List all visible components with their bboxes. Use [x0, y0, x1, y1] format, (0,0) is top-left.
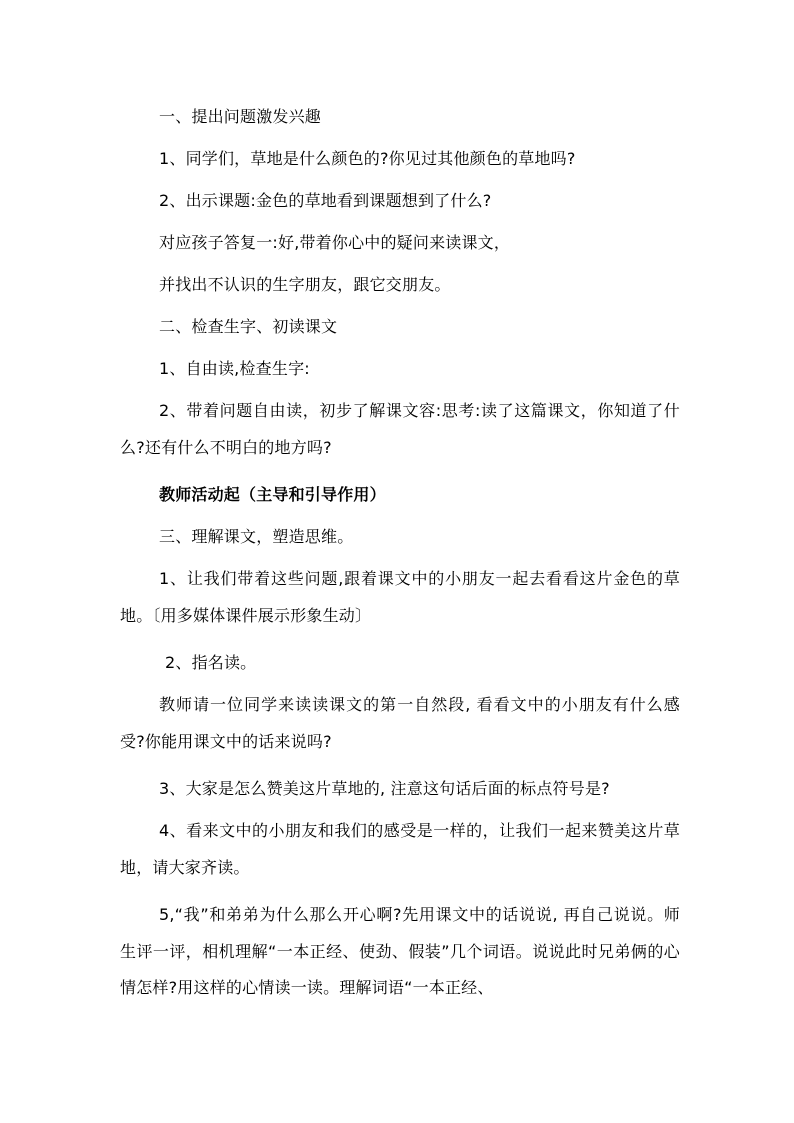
paragraph: 3、大家是怎么赞美这片草地的, 注意这句话后面的标点符号是?	[159, 779, 610, 798]
paragraph: 并找出不认识的生字朋友，跟它交朋友。	[159, 275, 451, 294]
paragraph: 1、自由读,检查生字:	[159, 359, 310, 378]
section-heading-2: 二、检查生字、初读课文	[159, 317, 338, 336]
bold-heading: 教师活动起（主导和引导作用）	[159, 485, 386, 504]
paragraph: 2、指名读。	[165, 653, 257, 672]
paragraph: 1、让我们带着这些问题,跟着课文中的小朋友一起去看看这片金色的草地。〔用多媒体课件展示形象生动〕	[120, 569, 680, 625]
paragraph: 教师请一位同学来读读课文的第一自然段, 看看文中的小朋友有什么感受?你能用课文中的话来说吗?	[120, 695, 680, 751]
paragraph: 2、带着问题自由读，初步了解课文容:思考:读了这篇课文，你知道了什么?还有什么不明白的地方吗?	[120, 401, 680, 457]
paragraph: 4、看来文中的小朋友和我们的感受是一样的，让我们一起来赞美这片草地，请大家齐读。	[120, 821, 680, 877]
paragraph: 1、同学们，草地是什么颜色的?你见过其他颜色的草地吗?	[159, 149, 576, 168]
paragraph: 对应孩子答复一:好,带着你心中的疑问来读课文，	[159, 233, 511, 252]
paragraph: 2、出示课题:金色的草地看到课题想到了什么?	[159, 191, 492, 210]
section-heading-1: 一、提出问题激发兴趣	[159, 107, 322, 126]
section-heading-3: 三、理解课文，塑造思维。	[159, 527, 354, 546]
paragraph: 5,“我”和弟弟为什么那么开心啊?先用课文中的话说说, 再自己说说。师生评一评，相机理解“一本正经、使劲、假装”几个词语。说说此时兄弟俩的心情怎样?用这样的心情读一读。理解词语“一本正经、	[120, 905, 680, 997]
